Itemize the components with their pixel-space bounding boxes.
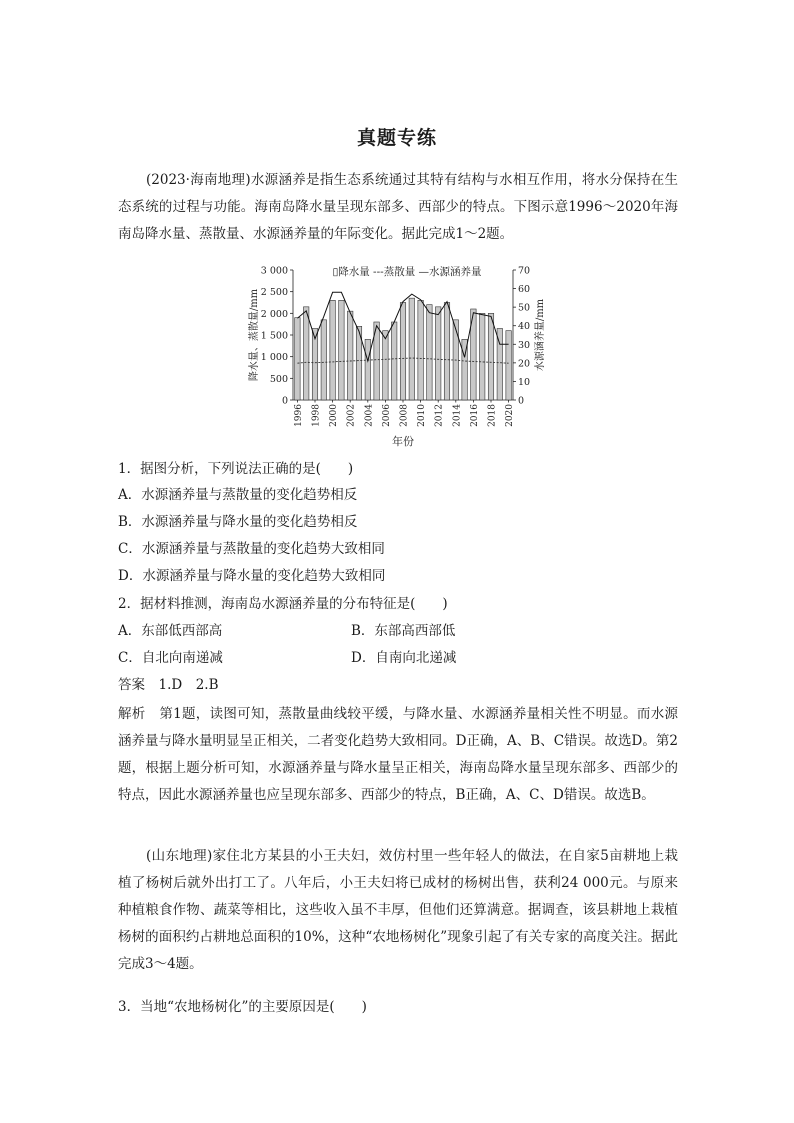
chart (245, 262, 550, 452)
right-tick-label: 50 (518, 302, 531, 314)
left-tick-label: 1 500 (260, 330, 288, 342)
right-tick-label: 40 (518, 321, 531, 333)
page-title: 真题专练 (356, 127, 437, 149)
x-tick-label: 2020 (505, 404, 516, 427)
precipitation-bar (444, 303, 449, 401)
precipitation-bar (347, 311, 352, 400)
left-tick-label: 3 000 (260, 265, 288, 277)
analysis-paragraph: 解析 第1题，读图可知，蒸散量曲线较平缓，与降水量、水源涵养量相关性不明显。而水源涵养量与降水量明显呈正相关，二者变化趋势大致相同。D正确，A、B、C错误。故选D。第2题，根据上题分析可知，水源涵养量与降水量呈正相关，海南岛降水量呈现东部多、西部少的特点，因此水源涵养量也应呈现东部多、西部少的特点，B正确，A、C、D错误。故选B。 (118, 706, 678, 803)
left-tick-label: 1 000 (260, 352, 288, 364)
precipitation-bar (418, 300, 423, 400)
question-2-option-c: C．自北向南递减 (118, 650, 223, 666)
precipitation-bar (391, 322, 396, 400)
right-tick-label: 0 (518, 395, 525, 407)
left-tick-label: 2 000 (260, 308, 288, 320)
precipitation-bar (365, 339, 370, 400)
left-tick-label: 2 500 (260, 287, 288, 299)
x-tick-label: 2016 (469, 404, 480, 427)
x-tick-label: 2010 (417, 404, 428, 427)
x-tick-label: 2014 (452, 404, 463, 427)
precipitation-bar (435, 307, 440, 400)
precipitation-bar (506, 331, 511, 400)
right-tick-label: 20 (518, 358, 531, 370)
question-2-option-b: B．东部高西部低 (351, 623, 456, 639)
question-2-stem: 2．据材料推测，海南岛水源涵养量的分布特征是( ) (118, 596, 448, 612)
right-tick-label: 60 (518, 284, 531, 296)
precipitation-bar (330, 300, 335, 400)
question-2-option-a: A．东部低西部高 (118, 623, 223, 639)
right-tick-label: 70 (518, 265, 531, 277)
right-tick-label: 30 (518, 339, 531, 351)
right-y-axis-label: 水源涵养量/mm (535, 298, 546, 372)
intro-paragraph-1: (2023·海南地理)水源涵养是指生态系统通过其特有结构与水相互作用，将水分保持在生态系统的过程与功能。海南岛降水量呈现东部多、西部少的特点。下图示意1996～2020年海南岛降水量、蒸散量、水源涵养量的年际变化。据此完成1～2题。 (118, 172, 678, 242)
precipitation-bar (339, 300, 344, 400)
question-3-stem: 3．当地“农地杨树化”的主要原因是( ) (118, 999, 367, 1015)
question-2-option-d: D．自南向北递减 (351, 650, 457, 666)
intro-paragraph-2: (山东地理)家住北方某县的小王夫妇，效仿村里一些年轻人的做法，在自家5亩耕地上栽植了杨树后就外出打工了。八年后，小王夫妇将已成材的杨树出售，获利24 000元。与原来种植粮食作物、蔬菜等相比，这些收入虽不丰厚，但他们还算满意。据调查，该县耕地上栽植杨树的面积约占耕地总面积的10%，这种“农地杨树化”现象引起了有关专家的高度关注。据此完成3～4题。 (118, 848, 678, 972)
left-y-axis-label: 降水量、蒸散量/mm (249, 288, 260, 382)
x-tick-label: 1996 (293, 404, 304, 427)
x-tick-label: 2008 (399, 404, 410, 427)
x-tick-label: 2018 (487, 404, 498, 427)
precipitation-bar (383, 331, 388, 400)
x-tick-label: 2000 (329, 404, 340, 427)
precipitation-bar (295, 318, 300, 400)
question-1-stem: 1．据图分析，下列说法正确的是( ) (118, 461, 354, 477)
left-tick-label: 0 (281, 395, 288, 407)
chart-legend: ▯降水量 ---蒸散量 —水源涵养量 (332, 266, 482, 278)
x-axis-label: 年份 (392, 435, 414, 448)
x-tick-label: 2002 (346, 404, 357, 427)
precipitation-bar (321, 320, 326, 400)
question-1-option-d: D．水源涵养量与降水量的变化趋势大致相同 (118, 568, 386, 584)
question-1-option-b: B．水源涵养量与降水量的变化趋势相反 (118, 514, 358, 530)
x-tick-label: 1998 (311, 404, 322, 427)
left-tick-label: 500 (269, 373, 288, 385)
precipitation-bar (488, 313, 493, 400)
answer-line: 答案 1.D 2.B (118, 677, 219, 693)
precipitation-bar (427, 305, 432, 400)
x-tick-label: 2006 (381, 404, 392, 427)
precipitation-bar (479, 313, 484, 400)
question-1-option-c: C．水源涵养量与蒸散量的变化趋势大致相同 (118, 541, 385, 557)
precipitation-bar (303, 307, 308, 400)
precipitation-bar (400, 303, 405, 401)
right-tick-label: 10 (518, 376, 531, 388)
x-tick-label: 2012 (434, 404, 445, 427)
x-tick-label: 2004 (364, 404, 375, 427)
precipitation-bar (409, 298, 414, 400)
question-1-option-a: A．水源涵养量与蒸散量的变化趋势相反 (118, 487, 358, 503)
